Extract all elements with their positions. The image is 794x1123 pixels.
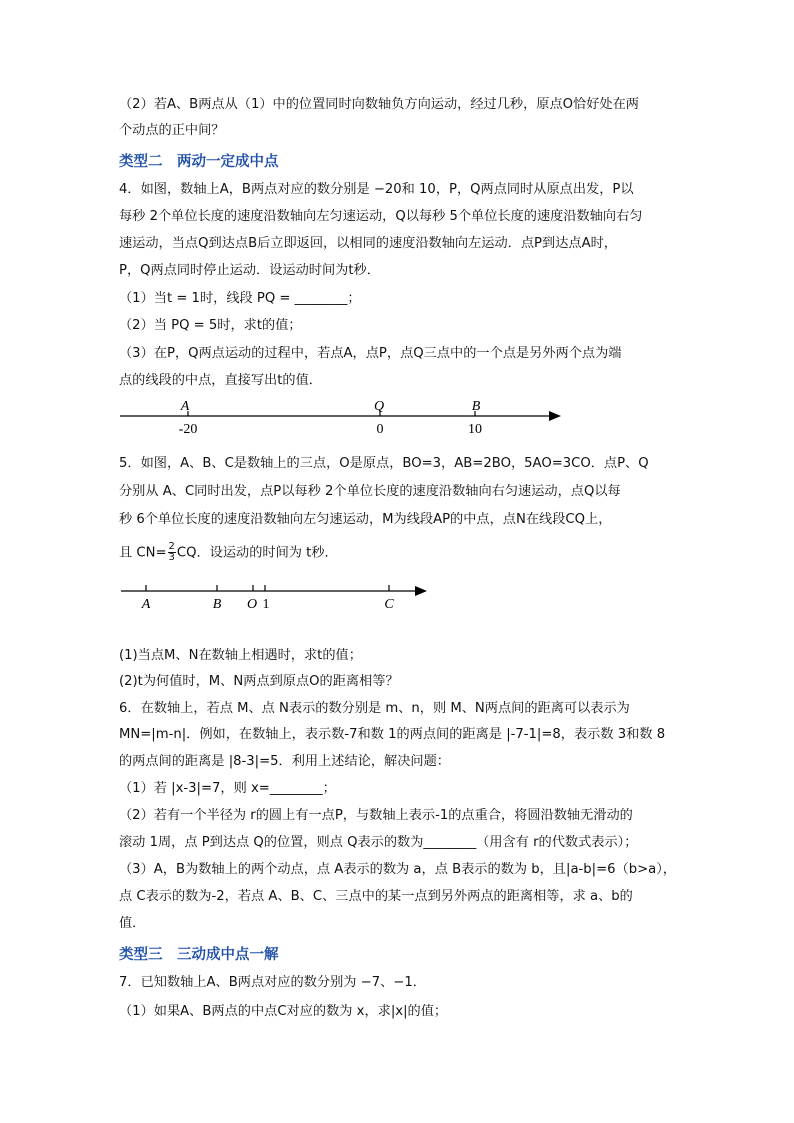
q6-line1: 6．在数轴上，若点 M、点 N表示的数分别是 m、n，则 M、N两点间的距离可以表示为 bbox=[119, 701, 630, 716]
q4-sub1: （1）当t = 1时，线段 PQ = ________； bbox=[119, 291, 361, 306]
tick-label-neg20: -20 bbox=[178, 422, 198, 437]
q5-line4-suffix: CQ．设运动的时间为 t秒． bbox=[176, 545, 338, 561]
q4-line3: 速运动，当点Q到达点B后立即返回，以相同的速度沿数轴向左运动．点P到达点A时， bbox=[119, 236, 617, 251]
number-line-figure-q4 bbox=[115, 395, 565, 440]
q5-line4-prefix: 且 CN= bbox=[119, 545, 167, 561]
q6-sub3-line3: 值． bbox=[119, 916, 146, 931]
q5-sub1: (1)当点M、N在数轴上相遇时，求t的值； bbox=[119, 648, 362, 663]
number-line-figure-q5 bbox=[115, 578, 435, 618]
q6-sub1: （1）若 |x-3|=7，则 x=________； bbox=[119, 781, 336, 796]
q6-sub2-line1: （2）若有一个半径为 r的圆上有一点P，与数轴上表示-1的点重合，将圆沿数轴无滑动的 bbox=[119, 808, 633, 823]
q6-sub3-line1: （3）A，B为数轴上的两个动点，点 A表示的数为 a，点 B表示的数为 b，且|a-b|=6（b>a）， bbox=[119, 862, 676, 877]
tick-label-1: 1 bbox=[262, 597, 270, 612]
q4-sub3-line2: 点的线段的中点，直接写出t的值． bbox=[119, 373, 322, 388]
tick-label-0: 0 bbox=[376, 422, 384, 437]
q5-sub2: (2)t为何值时，M、N两点到原点O的距离相等？ bbox=[119, 674, 399, 689]
point-label-C: C bbox=[384, 597, 394, 612]
q4-line4: P，Q两点同时停止运动．设运动时间为t秒． bbox=[119, 263, 380, 278]
fraction-two-thirds bbox=[168, 542, 176, 563]
q4-sub2: （2）当 PQ = 5时，求t的值； bbox=[119, 318, 302, 333]
q3-part2-line2: 个动点的正中间？ bbox=[119, 123, 225, 138]
q4-line1: 4．如图，数轴上A，B两点对应的数分别是 −20和 10，P，Q两点同时从原点出发，P以 bbox=[119, 182, 634, 197]
point-label-A: A bbox=[141, 597, 151, 612]
fraction-denominator: 3 bbox=[168, 552, 175, 563]
section-heading-type3: 类型三 三动成中点一解 bbox=[119, 947, 279, 963]
point-label-B: B bbox=[212, 597, 222, 612]
point-label-O: O bbox=[246, 597, 258, 612]
q6-line3: 的两点间的距离是 |8-3|=5．利用上述结论，解决问题： bbox=[119, 754, 450, 769]
point-label-B: B bbox=[471, 399, 481, 414]
q6-sub2-line2: 滚动 1周，点 P到达点 Q的位置，则点 Q表示的数为________（用含有 r的代数式表示）； bbox=[119, 835, 638, 850]
point-label-A: A bbox=[180, 399, 190, 414]
q7-line1: 7．已知数轴上A、B两点对应的数分别为 −7、−1． bbox=[119, 975, 426, 990]
q5-line1: 5．如图，A、B、C是数轴上的三点，O是原点，BO=3，AB=2BO，5AO=3CO．点P、Q bbox=[119, 456, 649, 471]
section-heading-type2: 类型二 两动一定成中点 bbox=[119, 154, 279, 170]
q5-line2: 分别从 A、C同时出发，点P以每秒 2个单位长度的速度沿数轴向右匀速运动，点Q以每 bbox=[119, 484, 621, 499]
point-label-Q: Q bbox=[373, 399, 385, 414]
q5-line4 bbox=[119, 542, 338, 563]
q4-sub3-line1: （3）在P，Q两点运动的过程中，若点A，点P，点Q三点中的一个点是另外两个点为端 bbox=[119, 346, 622, 361]
q4-line2: 每秒 2个单位长度的速度沿数轴向左匀速运动，Q以每秒 5个单位长度的速度沿数轴向右匀 bbox=[119, 209, 643, 224]
q6-line2: MN=|m-n|．例如，在数轴上，表示数-7和数 1的两点间的距离是 |-7-1|=8，表示数 3和数 8 bbox=[119, 727, 666, 742]
tick-label-10: 10 bbox=[468, 422, 482, 437]
q6-sub3-line2: 点 C表示的数为-2，若点 A、B、C、三点中的某一点到另外两点的距离相等，求 a、b的 bbox=[119, 889, 633, 904]
q3-part2-line1: （2）若A、B两点从（1）中的位置同时向数轴负方向运动，经过几秒，原点O恰好处在两 bbox=[119, 97, 639, 112]
q5-line3: 秒 6个单位长度的速度沿数轴向左匀速运动，M为线段AP的中点，点N在线段CQ上， bbox=[119, 512, 612, 527]
fraction-numerator: 2 bbox=[168, 541, 175, 552]
q7-sub1: （1）如果A、B两点的中点C对应的数为 x，求|x|的值； bbox=[119, 1004, 448, 1019]
